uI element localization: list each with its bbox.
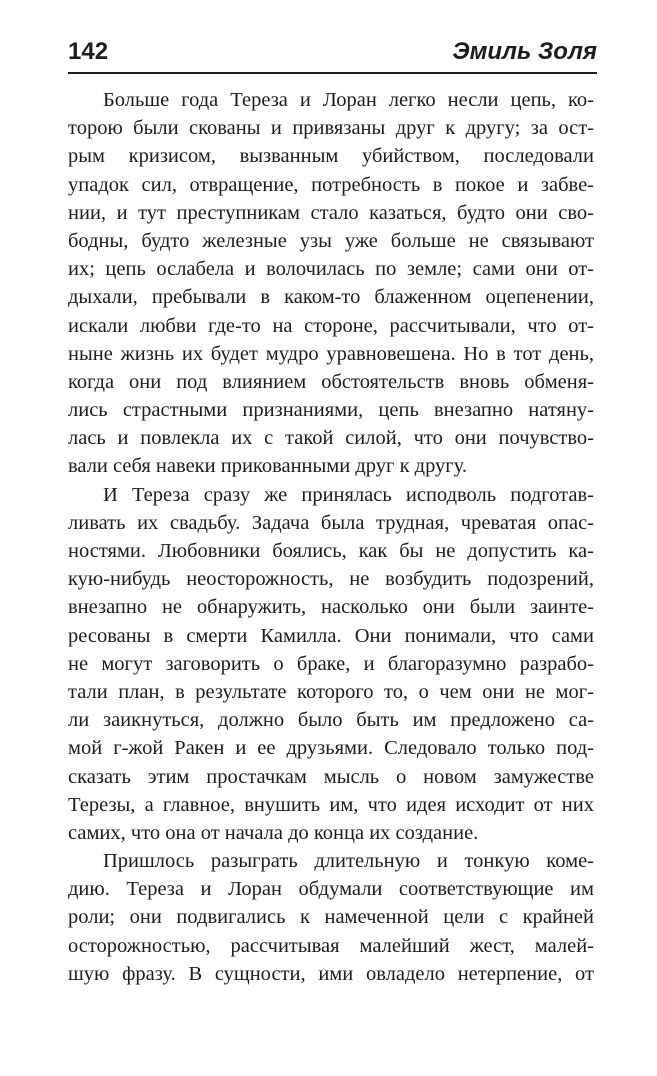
text-line: лись страстными признаниями, цепь внезапно натяну-: [68, 399, 594, 422]
text-line: искали любви где-то на стороне, рассчитывали, что от-: [68, 314, 594, 337]
text-line: Больше года Тереза и Лоран легко несли цепь, ко-: [103, 89, 594, 111]
page-header: [68, 36, 597, 76]
text-line: рым кризисом, вызванным убийством, последовали: [68, 145, 594, 168]
text-line: Пришлось разыграть длительную и тонкую коме-: [103, 850, 594, 873]
text-line: когда они под влиянием обстоятельств вновь обменя-: [68, 370, 594, 393]
paragraph: [68, 86, 594, 481]
text-line: самих, что она от начала до конца их создание.: [68, 821, 479, 844]
text-line: ли заикнуться, должно было быть им предложено са-: [68, 709, 594, 732]
text-line: роли; они подвигались к намеченной цели с крайней: [68, 906, 594, 929]
text-line: не могут заговорить о браке, и благоразумно разрабо-: [68, 652, 594, 675]
text-line: нии, и тут преступникам стало казаться, будто они сво-: [68, 201, 594, 224]
header-rule: [68, 72, 597, 74]
text-line: дию. Тереза и Лоран обдумали соответствующие им: [68, 878, 594, 901]
text-line: ливать их свадьбу. Задача была трудная, чреватая опас-: [68, 511, 594, 534]
text-line: дыхали, пребывали в каком-то блаженном оцепенении,: [68, 286, 594, 309]
text-line: ресованы в смерти Камилла. Они понимали, что сами: [68, 624, 594, 647]
text-line: шую фразу. В сущности, ими овладело нетерпение, от: [68, 962, 594, 985]
text-line: упадок сил, отвращение, потребность в покое и забве-: [68, 173, 594, 196]
text-line: их; цепь ослабела и волочилась по земле; сами они от-: [68, 258, 594, 281]
text-line: лась и повлекла их с такой силой, что они почувство-: [68, 427, 594, 450]
text-line: сказать этим простачкам мысль о новом замужестве: [68, 765, 594, 788]
text-line: мой г-жой Ракен и ее друзьями. Следовало только под-: [68, 737, 594, 760]
running-title: Эмиль Золя: [452, 38, 597, 65]
text-line: Терезы, а главное, внушить им, что идея исходит от них: [68, 793, 594, 816]
text-line: вали себя навеки прикованными друг к другу.: [68, 455, 468, 478]
text-line: ностями. Любовники боялись, как бы не допустить ка-: [68, 540, 594, 562]
text-line: тали план, в результате которого то, о чем они не мог-: [68, 680, 594, 703]
text-line: осторожностью, рассчитывая малейший жест, малей-: [68, 934, 594, 957]
text-line: И Тереза сразу же принялась исподволь подготав-: [103, 483, 594, 506]
paragraph: [68, 847, 594, 988]
page-number: 142: [68, 38, 109, 65]
paragraph: [68, 481, 594, 847]
body-text: [68, 86, 594, 988]
text-line: ныне жизнь их будет мудро уравновешена. Но в тот день,: [68, 342, 594, 365]
text-line: торою были скованы и привязаны друг к другу; за ост-: [68, 117, 594, 140]
text-line: бодны, будто железные узы уже больше не связывают: [68, 229, 594, 252]
text-line: внезапно не обнаружить, насколько они были заинте-: [68, 596, 594, 619]
text-line: кую-нибудь неосторожность, не возбудить подозрений,: [68, 568, 594, 591]
